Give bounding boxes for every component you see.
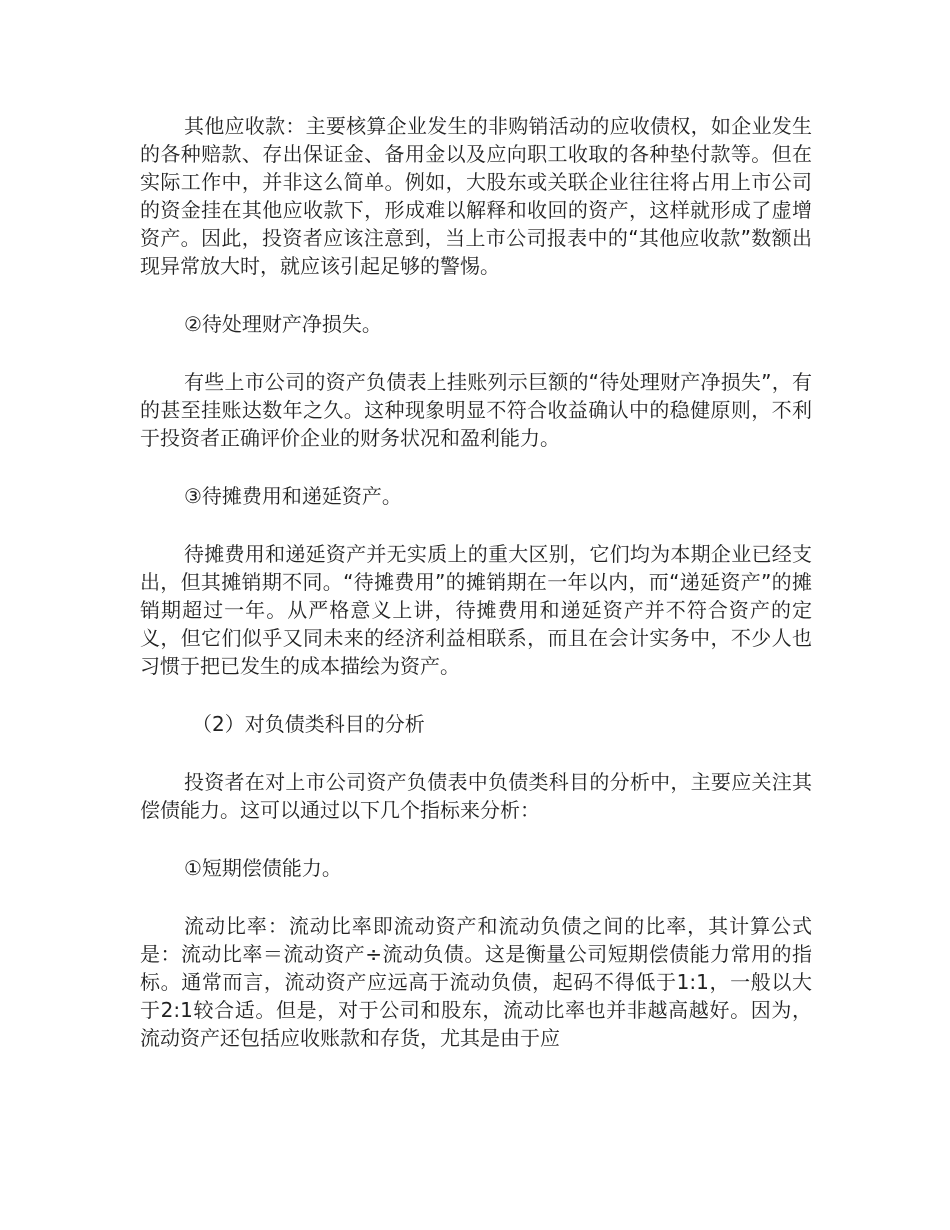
heading-short-term-solvency: ①短期偿债能力。: [184, 856, 342, 880]
paragraph-liability-analysis: 投资者在对上市公司资产负债表中负债类科目的分析中，主要应关注其偿债能力。这可以通过以下几个指标来分析：: [140, 770, 812, 822]
paragraph-deferred-assets: 待摊费用和递延资产并无实质上的重大区别，它们均为本期企业已经支出，但其摊销期不同。“待摊费用”的摊销期在一年以内，而“递延资产”的摊销期超过一年。从严格意义上讲，待摊费用和递延资产并不符合资产的定义，但它们似乎又同未来的经济利益相联系，而且在会计实务中，不少人也习惯于把已发生的成本描绘为资产。: [140, 542, 812, 678]
paragraph-other-receivables: 其他应收款：主要核算企业发生的非购销活动的应收债权，如企业发生的各种赔款、存出保证金、备用金以及应向职工收取的各种垫付款等。但在实际工作中，并非这么简单。例如，大股东或关联企业往往将占用上市公司的资金挂在其他应收款下，形成难以解释和收回的资产，这样就形成了虚增资产。因此，投资者应该注意到，当上市公司报表中的“其他应收款”数额出现异常放大时，就应该引起足够的警惕。: [140, 114, 812, 278]
heading-deferred-assets: ③待摊费用和递延资产。: [184, 484, 402, 508]
paragraph-current-ratio: 流动比率：流动比率即流动资产和流动负债之间的比率，其计算公式是：流动比率＝流动资产÷流动负债。这是衡量公司短期偿债能力常用的指标。通常而言，流动资产应远高于流动负债，起码不得低于1:1，一般以大于2:1较合适。但是，对于公司和股东，流动比率也并非越高越好。因为，流动资产还包括应收账款和存货，尤其是由于应: [140, 914, 812, 1050]
document-body: [140, 112, 812, 1082]
heading-liability-analysis: （2）对负债类科目的分析: [192, 712, 425, 736]
paragraph-pending-property-loss: 有些上市公司的资产负债表上挂账列示巨额的“待处理财产净损失”，有的甚至挂账达数年之久。这种现象明显不符合收益确认中的稳健原则，不利于投资者正确评价企业的财务状况和盈利能力。: [140, 370, 812, 450]
heading-pending-property-loss: ②待处理财产净损失。: [184, 312, 382, 336]
